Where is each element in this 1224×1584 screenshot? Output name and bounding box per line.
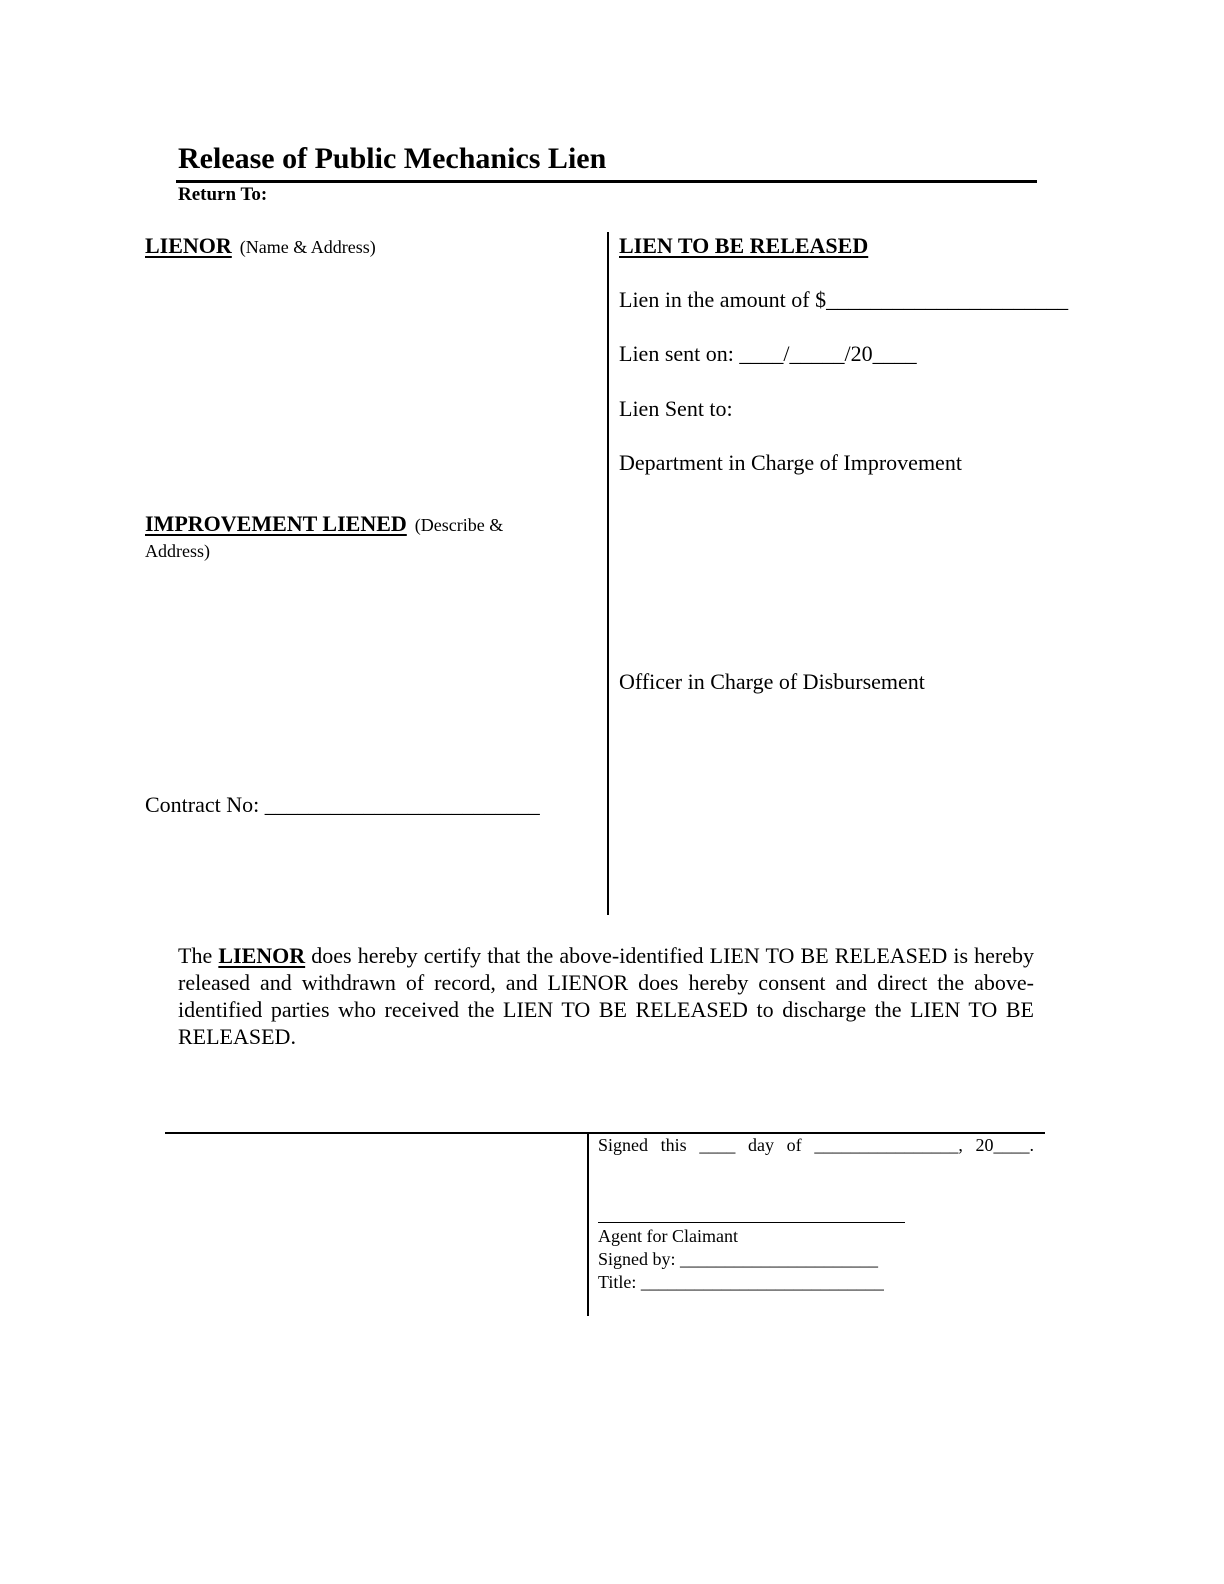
title-rule	[176, 180, 1037, 183]
signed-by-field[interactable]: Signed by: ______________________	[598, 1249, 879, 1269]
lien-to-be-released-heading: LIEN TO BE RELEASED	[619, 233, 869, 258]
title-field[interactable]: Title: ___________________________	[598, 1272, 884, 1292]
lienor-heading: LIENOR	[145, 233, 232, 258]
improvement-section	[145, 511, 565, 565]
signature-line[interactable]	[598, 1222, 905, 1223]
lien-sent-on-field[interactable]: Lien sent on: ____/_____/20____	[619, 341, 917, 366]
improvement-heading: IMPROVEMENT LIENED	[145, 511, 407, 536]
signature-top-rule	[165, 1132, 1045, 1134]
lien-sent-to-label: Lien Sent to:	[619, 396, 733, 421]
document-title: Release of Public Mechanics Lien	[178, 142, 607, 175]
improvement-note: (Describe & Address)	[145, 515, 504, 561]
agent-label: Agent for Claimant	[598, 1226, 738, 1246]
column-divider	[607, 232, 609, 915]
paragraph-text: does hereby certify that the above-identified LIEN TO BE RELEASED is hereby released and withdrawn of record, and LIENOR does hereby consent and direct the above-identified parties who received the LIEN TO BE RELEASED to discharge the LIEN TO BE RELEASED.	[178, 943, 1035, 1049]
paragraph-lead: The	[178, 943, 219, 968]
department-label: Department in Charge of Improvement	[619, 450, 962, 475]
lienor-section	[145, 233, 376, 259]
officer-label: Officer in Charge of Disbursement	[619, 669, 925, 694]
signature-divider	[587, 1133, 589, 1316]
signed-date-field[interactable]: Signed this ____ day of ________________, 20____.	[598, 1135, 1034, 1155]
lien-amount-field[interactable]: Lien in the amount of $______________________	[619, 287, 1069, 312]
contract-number-field[interactable]: Contract No: _________________________	[145, 792, 540, 817]
return-to-label: Return To:	[178, 184, 268, 205]
lienor-note: (Name & Address)	[239, 237, 376, 257]
certification-paragraph	[178, 942, 1034, 1050]
paragraph-lienor-word: LIENOR	[218, 943, 306, 968]
